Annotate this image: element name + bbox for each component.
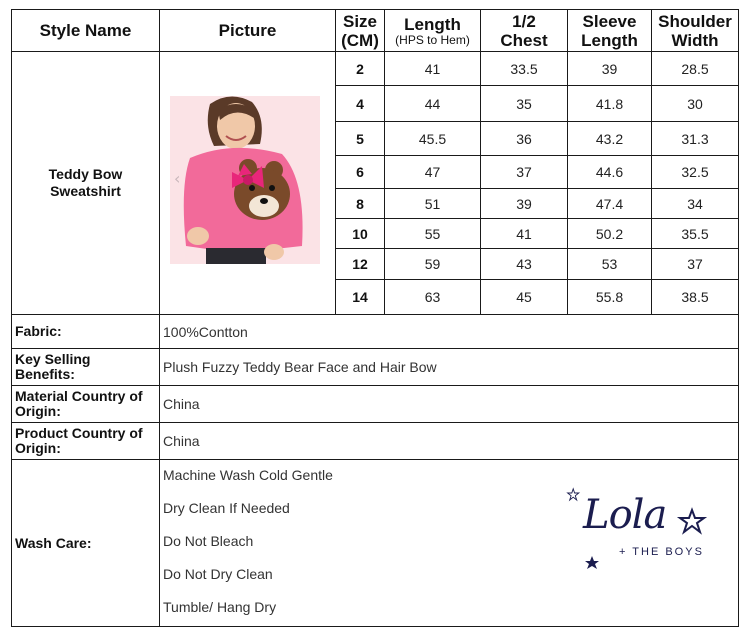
length-value: 41 <box>385 52 481 86</box>
chest-value: 33.5 <box>481 52 568 86</box>
fabric-row <box>12 315 739 349</box>
sleeve-value: 44.6 <box>568 156 652 189</box>
chest-value: 41 <box>481 219 568 249</box>
shoulder-value: 34 <box>652 189 739 219</box>
product-origin-row <box>12 423 739 460</box>
material-origin-value: China <box>160 386 739 423</box>
sleeve-value: 39 <box>568 52 652 86</box>
header-length-title: Length <box>404 14 461 34</box>
size-value: 4 <box>336 86 385 122</box>
length-value: 51 <box>385 189 481 219</box>
material-origin-label <box>12 386 160 423</box>
list-item: Do Not Dry Clean <box>163 566 273 582</box>
length-value: 63 <box>385 280 481 315</box>
wash-care-cell <box>160 460 739 627</box>
length-value: 55 <box>385 219 481 249</box>
size-value: 6 <box>336 156 385 189</box>
fabric-label: Fabric: <box>12 315 160 349</box>
sleeve-value: 47.4 <box>568 189 652 219</box>
table-row <box>12 52 739 86</box>
style-name-cell <box>12 52 160 315</box>
header-shoulder-line1: Shoulder <box>658 11 732 31</box>
header-size-line1: Size <box>342 11 378 31</box>
header-shoulder-line2: Width <box>671 30 719 50</box>
header-shoulder <box>652 10 739 52</box>
size-value: 14 <box>336 280 385 315</box>
header-style-name: Style Name <box>12 10 160 52</box>
chest-value: 43 <box>481 249 568 280</box>
style-name-line1: Teddy Bow <box>48 166 123 182</box>
header-length <box>385 10 481 52</box>
header-chest-line2: Chest <box>500 30 548 50</box>
key-selling-benefits-value: Plush Fuzzy Teddy Bear Face and Hair Bow <box>160 349 739 386</box>
product-origin-value: China <box>160 423 739 460</box>
header-size-line2: (CM) <box>341 30 379 50</box>
size-value: 12 <box>336 249 385 280</box>
header-chest <box>481 10 568 52</box>
shoulder-value: 37 <box>652 249 739 280</box>
shoulder-value: 32.5 <box>652 156 739 189</box>
chest-value: 39 <box>481 189 568 219</box>
material-origin-row <box>12 386 739 423</box>
shoulder-value: 28.5 <box>652 52 739 86</box>
size-chart-table <box>11 9 739 627</box>
size-value: 8 <box>336 189 385 219</box>
chest-value: 37 <box>481 156 568 189</box>
header-sleeve <box>568 10 652 52</box>
material-origin-label-line1: Material Country of <box>15 388 143 404</box>
logo-name: Lola <box>583 492 667 538</box>
picture-cell <box>160 52 336 315</box>
size-value: 10 <box>336 219 385 249</box>
sleeve-value: 43.2 <box>568 122 652 156</box>
shoulder-value: 31.3 <box>652 122 739 156</box>
list-item: Machine Wash Cold Gentle <box>163 467 333 483</box>
shoulder-value: 38.5 <box>652 280 739 315</box>
list-item: Tumble/ Hang Dry <box>163 599 277 615</box>
chest-value: 45 <box>481 280 568 315</box>
logo-tagline: + THE BOYS <box>619 546 704 558</box>
shoulder-value: 30 <box>652 86 739 122</box>
fabric-value: 100%Contton <box>160 315 739 349</box>
sleeve-value: 53 <box>568 249 652 280</box>
carousel-prev-icon: ‹ <box>174 169 181 188</box>
product-origin-label <box>12 423 160 460</box>
style-name-line2: Sweatshirt <box>50 183 121 199</box>
product-origin-label-line2: Origin: <box>15 440 61 456</box>
header-sleeve-line2: Length <box>581 30 638 50</box>
wash-care-row <box>12 460 739 627</box>
length-value: 45.5 <box>385 122 481 156</box>
size-value: 2 <box>336 52 385 86</box>
header-sleeve-line1: Sleeve <box>582 11 637 31</box>
brand-logo <box>565 486 715 576</box>
header-row <box>12 10 739 52</box>
length-value: 44 <box>385 86 481 122</box>
sleeve-value: 41.8 <box>568 86 652 122</box>
material-origin-label-line2: Origin: <box>15 403 61 419</box>
header-length-sub: (HPS to Hem) <box>395 32 470 47</box>
length-value: 47 <box>385 156 481 189</box>
key-selling-benefits-label-line1: Key Selling <box>15 351 91 367</box>
wash-care-label: Wash Care: <box>12 460 160 627</box>
girl-sweatshirt-illustration <box>170 96 320 264</box>
length-value: 59 <box>385 249 481 280</box>
shoulder-value: 35.5 <box>652 219 739 249</box>
size-value: 5 <box>336 122 385 156</box>
chest-value: 36 <box>481 122 568 156</box>
sleeve-value: 55.8 <box>568 280 652 315</box>
key-selling-benefits-row <box>12 349 739 386</box>
product-origin-label-line1: Product Country of <box>15 425 143 441</box>
key-selling-benefits-label-line2: Benefits: <box>15 366 75 382</box>
header-chest-line1: 1/2 <box>512 11 536 31</box>
list-item: Dry Clean If Needed <box>163 500 290 516</box>
header-picture: Picture <box>160 10 336 52</box>
sleeve-value: 50.2 <box>568 219 652 249</box>
key-selling-benefits-label <box>12 349 160 386</box>
header-size <box>336 10 385 52</box>
size-chart-sheet <box>11 9 738 626</box>
list-item: Do Not Bleach <box>163 533 254 549</box>
chest-value: 35 <box>481 86 568 122</box>
product-photo <box>170 96 320 264</box>
